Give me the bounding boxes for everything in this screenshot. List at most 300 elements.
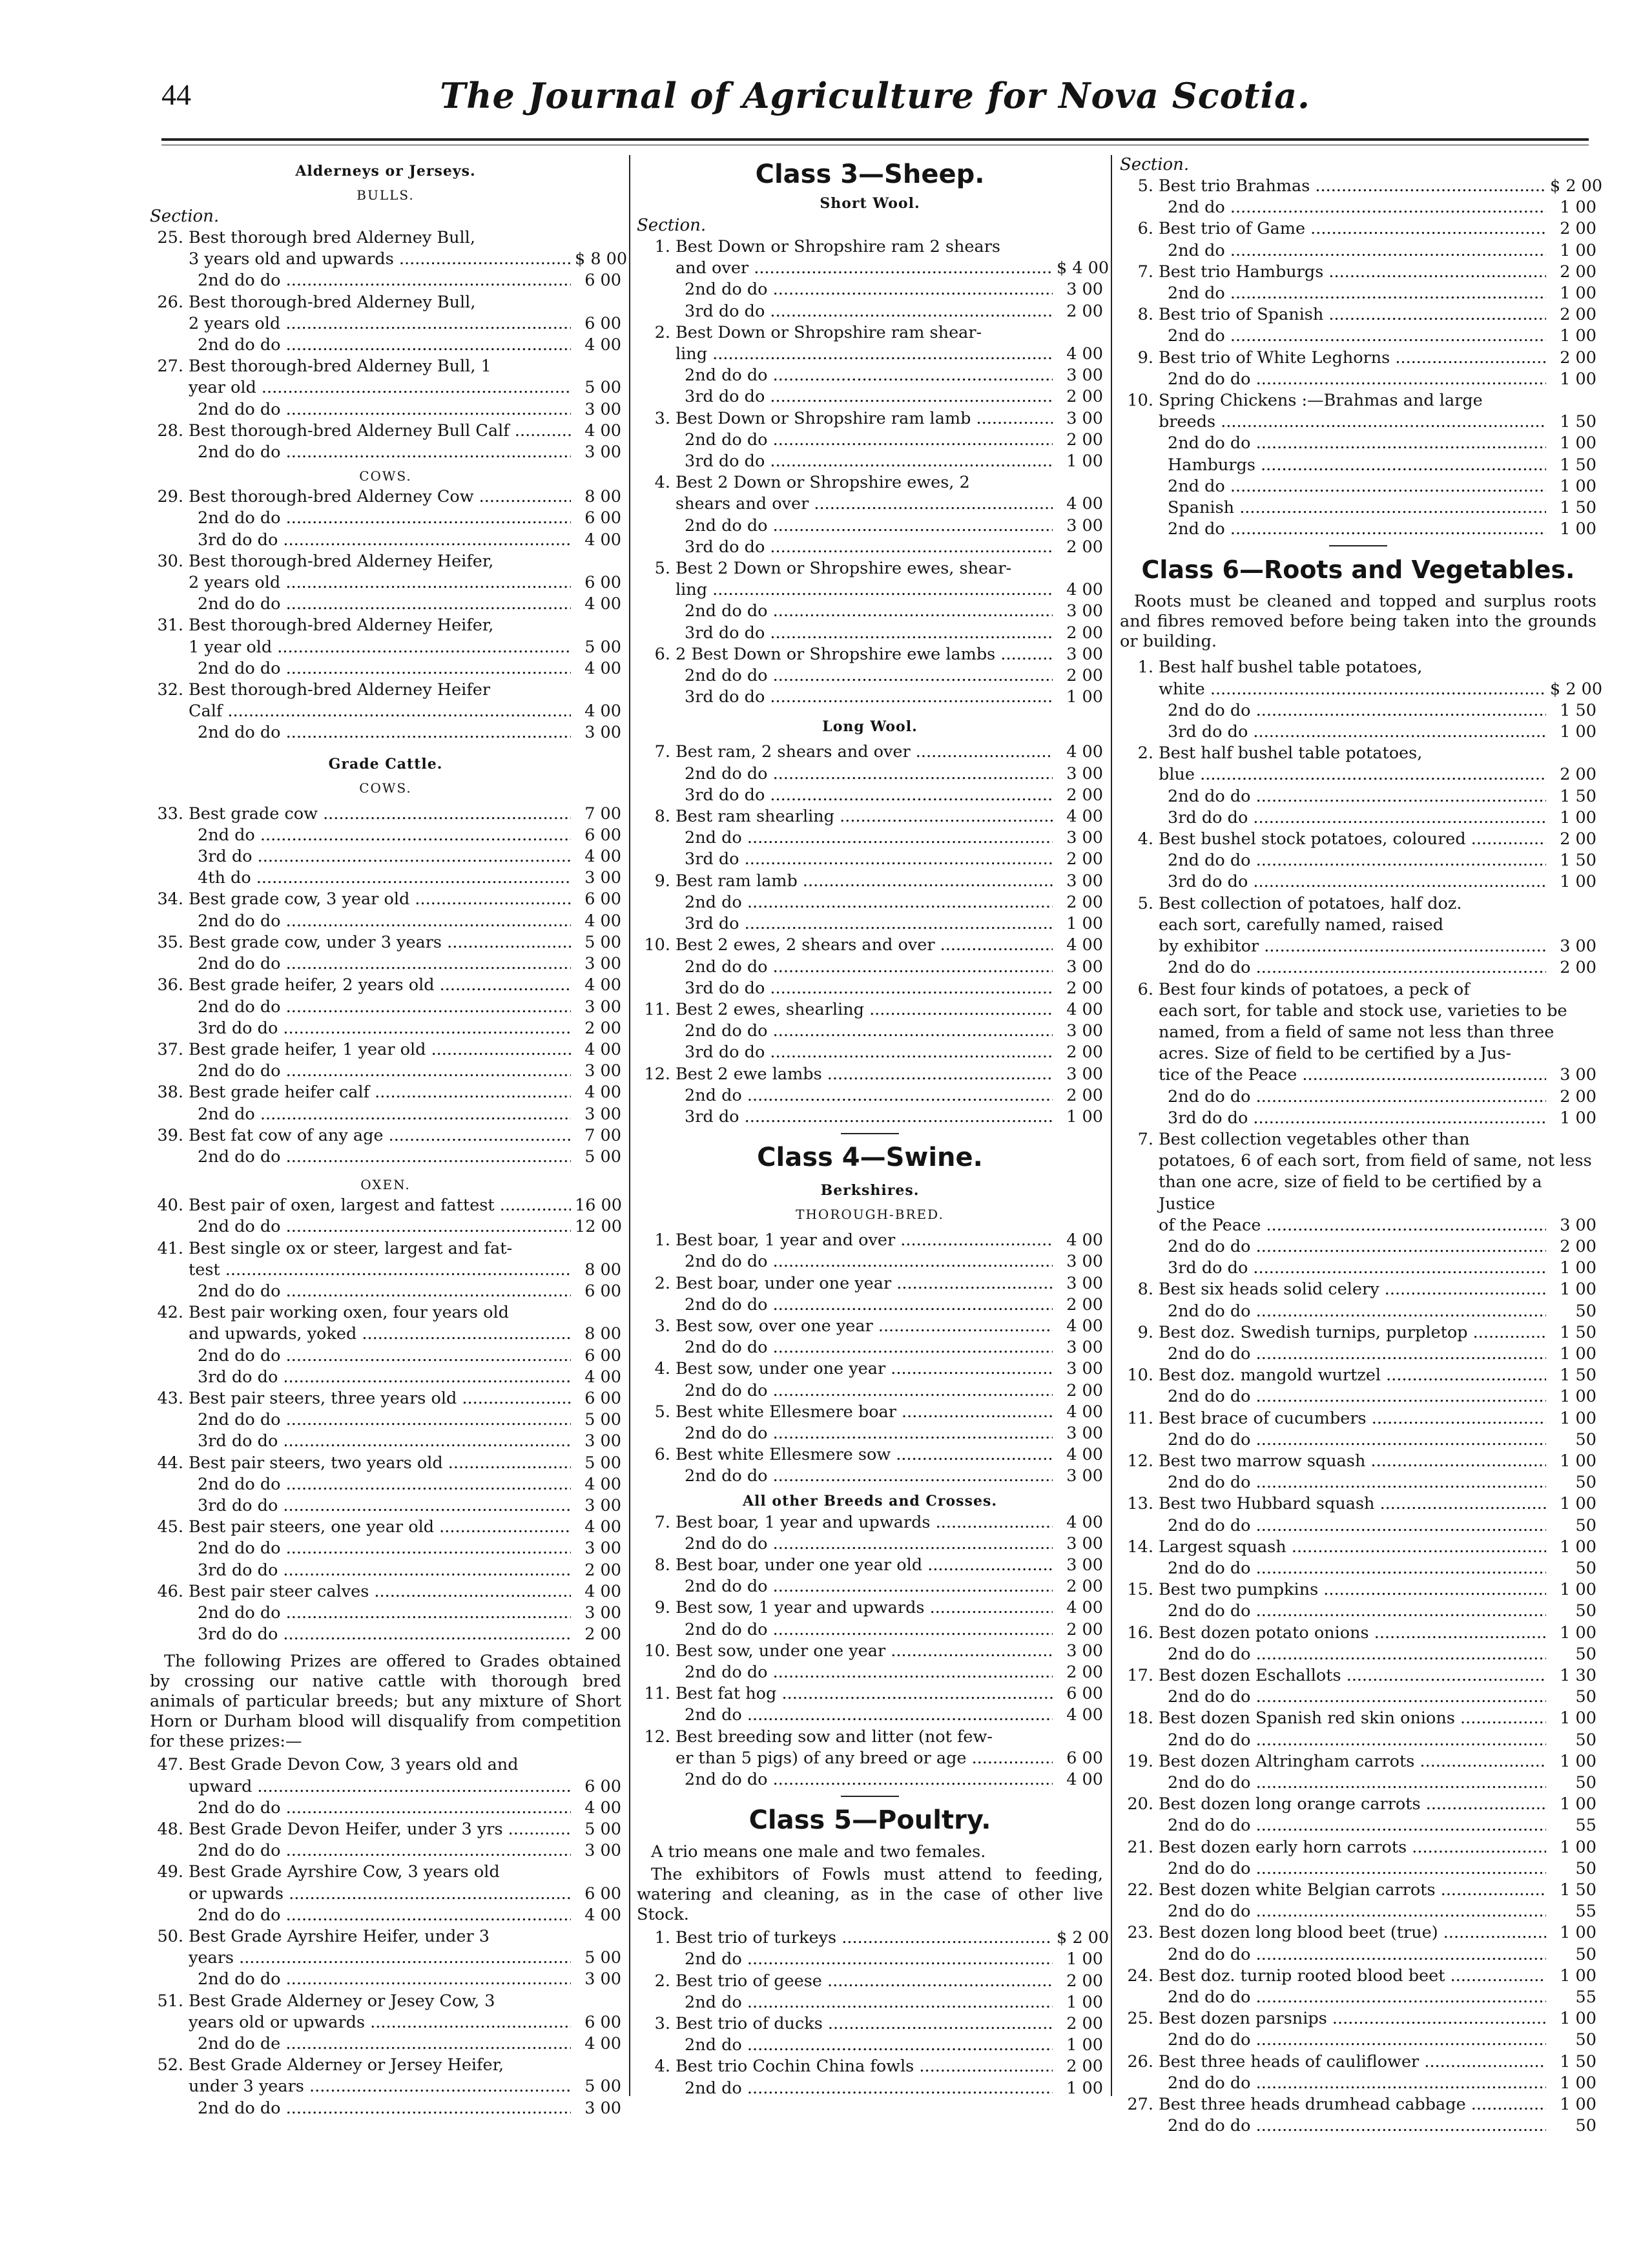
entry-text-end: breeds ..... [1159,411,1546,433]
entry-text-end: ling ..... [676,579,1053,601]
entry-number: 28. [157,420,183,441]
entry-text: Best thorough-bred Alderney Cow ..... [189,486,571,508]
prize-value: 5 00 [584,1147,621,1167]
entry-text: 2nd do do ..... [1159,1386,1546,1407]
prize-entry [637,1251,1103,1272]
prize-entry [637,1512,1103,1533]
entry-text: 2nd do do ..... [1159,1429,1546,1451]
entry-number: 36. [157,975,183,995]
entry-text: Hamburgs ..... [1159,455,1546,476]
entry-number: 9. [1137,348,1153,368]
entry-number: 2. [654,1273,670,1293]
prize-entry [150,1082,621,1103]
entry-text: Best pair working oxen, four years old [189,1303,509,1323]
entry-text: 2nd do do ..... [676,1466,1053,1487]
entry-indent [1120,1150,1159,1215]
prize-value: 4 00 [1066,1512,1103,1532]
subheading: COWS. [359,780,412,796]
prize-value: 50 [1575,2116,1596,2136]
prize-entry [1120,829,1596,850]
entry-text-end: tice of the Peace ..... [1159,1064,1546,1086]
entry-text: 3rd do ..... [676,913,1053,935]
prize-entry [150,1345,621,1367]
prize-entry [1120,1665,1596,1687]
entry-number: 7. [654,742,670,762]
entry-number: 34. [157,889,183,909]
entry-text: 3rd do do ..... [676,1042,1053,1063]
prize-entry [637,344,1103,365]
prize-value: 6 00 [584,1281,621,1301]
prize-entry [150,2012,621,2033]
prize-entry [1120,1687,1596,1708]
prize-entry [150,1495,621,1517]
entry-number: 12. [644,1064,670,1084]
prize-entry [1120,1322,1596,1344]
entry-text: 2nd do do ..... [676,430,1053,451]
entry-text: 2nd do ..... [1159,476,1546,497]
entry-text-end: blue ..... [1159,764,1546,785]
prize-entry [637,1683,1103,1705]
prize-entry-head [1120,979,1596,1001]
entry-number: 18. [1127,1708,1153,1729]
prize-entry [637,430,1103,451]
section-label: Section. [637,216,707,235]
prize-entry-head [150,1754,621,1776]
prize-value: 3 00 [1066,1338,1103,1358]
entry-text: 2nd do do ..... [1159,1301,1546,1322]
prize-entry [150,2098,621,2119]
prize-entry-head [637,1727,1103,1748]
prize-entry [150,701,621,722]
column-middle [637,156,1110,2099]
page-header [161,72,1589,129]
journal-title: The Journal of Agriculture for Nova Scotia. [440,75,1310,116]
entry-number: 25. [157,228,183,247]
prize-entry [1120,1794,1596,1815]
entry-text: 2nd do ..... [676,1949,1053,1970]
entry-text: 2nd do do ..... [1159,1601,1546,1622]
prize-entry [150,804,621,825]
entry-list [150,1195,621,1645]
column-divider [629,155,630,2096]
entry-text: 2nd do do ..... [676,1337,1053,1358]
prize-value: 3 00 [1066,644,1103,664]
prize-value: 4 00 [1066,742,1103,762]
prize-value: 1 50 [1560,1880,1596,1900]
prize-value: 2 00 [1560,348,1596,368]
entry-number: 1. [654,1928,670,1948]
entry-text: Best boar, 1 year and upwards ..... [676,1512,1053,1533]
entry-text: Spring Chickens :—Brahmas and large [1159,391,1483,411]
prize-value: 1 50 [1560,2051,1596,2071]
entry-number: 6. [654,644,670,664]
entry-text: Best thorough bred Alderney Bull, [189,228,475,247]
entry-text: Best two marrow squash ..... [1159,1451,1546,1472]
prize-entry [637,1576,1103,1597]
entry-text: Best dozen long orange carrots ..... [1159,1794,1546,1815]
entry-number: 9. [1137,1322,1153,1342]
prize-entry-head [637,558,1103,579]
prize-entry [1120,722,1596,743]
prize-entry [637,999,1103,1021]
entry-number: 24. [1127,1966,1153,1986]
entry-number: 4. [654,2057,670,2077]
prize-value: 2 00 [1560,1236,1596,1256]
prize-value: 2 00 [1066,849,1103,869]
entry-text: 2nd do do ..... [189,1538,571,1559]
entry-number: 38. [157,1083,183,1103]
entry-text-end: under 3 years ..... [189,2076,571,2097]
entry-list [1120,657,1603,2137]
prize-entry [1120,871,1596,893]
entry-text: Best doz. mangold wurtzel ..... [1159,1365,1546,1386]
prize-value: 3 00 [584,1603,621,1623]
entry-text: Best doz. Swedish turnips, purpletop ..... [1159,1322,1546,1344]
prize-entry [1120,807,1596,829]
prize-entry [150,594,621,615]
prize-entry [1120,1966,1596,1987]
prize-entry [1120,679,1603,700]
prize-entry [637,493,1103,515]
prize-value: 1 00 [1560,326,1596,346]
prize-value: 3 00 [584,997,621,1017]
entry-number: 41. [157,1238,183,1258]
entry-number: 46. [157,1581,183,1601]
prize-value: 50 [1575,1601,1596,1621]
prize-entry [1120,1558,1596,1579]
prize-entry [1120,455,1596,476]
entry-text: Best dozen Eschallots ..... [1159,1665,1546,1687]
entry-text: Best dozen Altringham carrots ..... [1159,1751,1546,1772]
prize-value: 4 00 [1066,1402,1103,1422]
prize-entry [637,1466,1103,1487]
prize-entry [150,313,621,335]
entry-text: 2nd do do ..... [1159,1687,1546,1708]
prize-entry [637,978,1103,999]
entry-text-end: 1 year old ..... [189,637,571,658]
entry-text: Best grade cow ..... [189,804,571,825]
prize-value: 1 00 [1066,1992,1103,2012]
prize-entry [637,1106,1103,1128]
prize-entry [637,1358,1103,1380]
prize-entry [1120,348,1596,369]
entry-text: Best Grade Alderney or Jesey Cow, 3 [189,1991,495,2011]
prize-entry [1120,197,1596,218]
prize-value: 4 00 [584,2034,621,2054]
prize-entry [1120,1279,1596,1300]
entry-text: Best breeding sow and litter (not few- [676,1727,993,1747]
prize-entry [150,1367,621,1388]
entry-text: 2nd do do ..... [676,1662,1053,1683]
section-heading: Short Wool. [820,195,920,212]
prize-value: 50 [1575,1515,1596,1535]
prize-entry [150,658,621,680]
prize-value: 3 00 [1066,1423,1103,1443]
entry-list [150,486,621,743]
entry-text: 2nd do do ..... [1159,1644,1546,1665]
entry-text: 2nd do do ..... [189,270,571,291]
entry-number: 11. [644,999,670,1019]
entry-number: 1. [654,1230,670,1251]
prize-entry [1120,1215,1596,1236]
prize-value: 2 00 [1066,1619,1103,1639]
prize-entry [637,1316,1103,1337]
prize-entry [150,1453,621,1474]
entry-number: 19. [1127,1751,1153,1771]
entry-text: 2nd do do ..... [189,1798,571,1819]
prize-value: 1 50 [1560,851,1596,871]
entry-text: Largest squash ..... [1159,1537,1546,1558]
prize-entry [1120,1365,1596,1386]
subheading: THOROUGH-BRED. [796,1207,944,1223]
prize-entry [150,1947,621,1969]
prize-value: 1 00 [1066,914,1103,934]
prize-value: $ 8 00 [575,249,628,269]
prize-value: 2 00 [1066,1294,1103,1314]
prize-entry [1120,1429,1596,1451]
prize-value: 2 00 [584,1560,621,1580]
entry-text: Best collection vegetables other than [1159,1129,1470,1149]
prize-value: 4 00 [584,975,621,995]
entry-text: Best thorough-bred Alderney Heifer [189,680,491,700]
prize-entry [150,1969,621,1990]
prize-entry [1120,1579,1596,1601]
prize-value: 50 [1575,1773,1596,1793]
entry-number: 45. [157,1517,183,1537]
prize-value: 3 00 [1066,1555,1103,1575]
entry-text: Best Down or Shropshire ram lamb ..... [676,408,1053,430]
prize-entry [150,1819,621,1840]
entry-text: 2nd do do ..... [189,508,571,529]
prize-value: 1 50 [1560,498,1596,518]
prize-entry [637,258,1110,279]
prize-value: 1 00 [1560,1408,1596,1428]
prize-entry [150,1840,621,1862]
entry-text: 2nd do do ..... [189,953,571,975]
prize-value: 3 00 [1066,828,1103,848]
prize-entry [637,279,1103,300]
entry-text: Best three heads drumhead cabbage ..... [1159,2094,1546,2115]
prize-entry-head [150,551,621,572]
prize-value: 3 00 [584,1969,621,1989]
prize-value: 6 00 [1066,1684,1103,1704]
entry-number: 11. [644,1684,670,1704]
prize-value: 4 00 [584,1039,621,1059]
entry-number: 26. [1127,2051,1153,2071]
prize-value: 1 50 [1560,1365,1596,1386]
prize-entry [1120,326,1596,347]
entry-text: 3rd do do ..... [189,1624,571,1645]
prize-entry [1120,1623,1596,1644]
prize-entry [150,1776,621,1798]
prize-value: 3 00 [1066,763,1103,784]
entry-number: 42. [157,1303,183,1323]
prize-entry [150,442,621,463]
entry-text-end: of the Peace ..... [1159,1215,1546,1236]
prize-entry [1120,786,1596,807]
entry-text: 2nd do do ..... [1159,850,1546,871]
prize-entry [637,1380,1103,1402]
prize-value: 4 00 [1066,580,1103,600]
prize-value: 4 00 [584,658,621,678]
prize-value: 3 00 [1066,1252,1103,1272]
prize-value: 1 00 [1066,2035,1103,2055]
prize-entry [1120,1772,1596,1794]
prize-value: 2 00 [1560,262,1596,282]
entry-text: 3rd do ..... [676,849,1053,870]
entry-text: 2nd do do ..... [189,1905,571,1926]
prize-value: 1 00 [1560,1108,1596,1128]
entry-text: Best Grade Devon Heifer, under 3 yrs ..... [189,1819,571,1840]
prize-value: 1 00 [1066,1106,1103,1126]
prize-entry [637,849,1103,870]
section-heading: Grade Cattle. [328,755,443,773]
entry-text: Best Grade Ayrshire Heifer, under 3 [189,1927,490,1947]
prize-value: 4 00 [1066,1316,1103,1336]
entry-text: 2nd do do ..... [1159,1086,1546,1108]
entry-text-end: 3 years old and upwards ..... [189,249,571,270]
prize-entry-head [150,1926,621,1947]
entry-text-end: 2 years old ..... [189,572,571,594]
entry-text: 2nd do do ..... [676,1294,1053,1316]
entry-text: Best trio of White Leghorns ..... [1159,348,1546,369]
entry-text: 3rd do do ..... [676,623,1053,644]
prize-value: 1 00 [1560,476,1596,496]
entry-text: Best brace of cucumbers ..... [1159,1408,1546,1429]
entry-text: 2nd do do ..... [189,335,571,356]
entry-list [637,1230,1103,1487]
prize-value: 2 00 [1066,1043,1103,1063]
entry-text: 3rd do do ..... [1159,1108,1546,1129]
prize-value: 2 00 [1066,666,1103,686]
entry-text: 2nd do do ..... [676,1619,1053,1641]
prize-entry-head [1120,743,1596,764]
entry-number: 2. [654,1971,670,1991]
entry-indent [1120,1001,1159,1065]
prize-value: 5 00 [584,932,621,952]
prize-value: 3 00 [584,1061,621,1081]
prize-entry [637,579,1103,601]
prize-value: 4 00 [1066,494,1103,514]
entry-number: 50. [157,1927,183,1947]
prize-value: 7 00 [584,804,621,824]
entry-text: 3rd do do ..... [676,978,1053,999]
prize-entry [1120,1708,1596,1729]
entry-text: 3rd do do ..... [676,785,1053,806]
prize-value: 1 50 [1560,786,1596,806]
prize-entry [637,1533,1103,1555]
prize-entry [150,1474,621,1495]
prize-value: 2 00 [1066,892,1103,912]
entry-text: Best 2 Down or Shropshire ewes, 2 [676,473,970,493]
prize-value: 4 00 [584,420,621,441]
entry-number: 10. [644,935,670,955]
prize-entry [1120,1472,1596,1493]
prize-entry [150,530,621,551]
entry-text: 2nd do do ..... [1159,1472,1546,1493]
entry-number: 10. [644,1641,670,1661]
prize-entry-head [637,322,1103,344]
prize-value: 1 00 [1560,1580,1596,1600]
entry-text: Best fat cow of any age ..... [189,1125,571,1147]
prize-value: 3 00 [1066,1359,1103,1379]
prize-entry [1120,476,1596,497]
prize-value: 2 00 [1066,1577,1103,1597]
entry-text: Best white Ellesmere sow ..... [676,1444,1053,1466]
entry-number: 13. [1127,1494,1153,1514]
entry-number: 27. [1127,2095,1153,2115]
entry-text: 3rd do do ..... [676,301,1053,322]
prize-value: 6 00 [584,1345,621,1365]
entry-text: 2nd do do ..... [189,658,571,680]
prize-value: 1 00 [1560,1708,1596,1729]
prize-value: 8 00 [584,1324,621,1344]
prize-entry [1120,519,1596,540]
prize-value: 50 [1575,1473,1596,1493]
prize-entry [637,301,1103,322]
prize-value: 55 [1575,1902,1596,1922]
entry-text: Best sow, over one year ..... [676,1316,1053,1337]
prize-entry [150,420,621,442]
prize-entry [150,270,621,291]
entry-text-end: by exhibitor ..... [1159,936,1546,957]
entry-text: Best sow, 1 year and upwards ..... [676,1597,1053,1619]
entry-number: 29. [157,487,183,507]
prize-value: 1 00 [1560,722,1596,742]
entry-number: 8. [654,807,670,827]
prize-entry [1120,1901,1596,1922]
prize-value: 1 00 [1560,872,1596,892]
prize-entry [1120,2073,1596,2094]
entry-text: 2nd do do ..... [676,1380,1053,1402]
prize-entry [637,1085,1103,1106]
prize-value: 6 00 [584,508,621,528]
prize-entry [637,742,1103,763]
prize-entry [1120,240,1596,262]
entry-text: Best Grade Ayrshire Cow, 3 years old [189,1862,500,1882]
prize-value: 5 00 [584,1453,621,1473]
prize-value: 1 30 [1560,1666,1596,1685]
prize-value: 1 00 [1560,1923,1596,1943]
prize-value: 6 00 [584,825,621,845]
prize-entry [1120,1301,1596,1322]
prize-entry [150,377,621,399]
prize-value: 6 00 [584,271,621,291]
prize-value: 3 00 [1066,1273,1103,1293]
prize-entry [1120,1258,1596,1279]
entry-list [150,1754,621,2119]
prize-entry [150,1018,621,1039]
entry-number: 52. [157,2055,183,2075]
prize-value: 4 00 [584,1474,621,1494]
prize-entry [1120,1493,1596,1515]
section-label: Section. [1120,155,1190,174]
entry-text-end: ling ..... [676,344,1053,365]
entry-list [637,742,1103,1128]
entry-text: 2nd do do ..... [676,1533,1053,1555]
prize-entry [637,1971,1103,1992]
prize-value: 1 00 [1560,1344,1596,1364]
prize-entry [1120,1837,1596,1858]
entry-text: 2nd do do ..... [1159,369,1546,390]
prize-entry [1120,304,1596,326]
entry-text: Best sow, under one year ..... [676,1641,1053,1662]
entry-text: 2nd do ..... [1159,283,1546,304]
entry-text-end: shears and over ..... [676,493,1053,515]
prize-value: 1 00 [1560,519,1596,539]
prize-entry [150,1104,621,1125]
section-heading: Berkshires. [820,1182,920,1199]
